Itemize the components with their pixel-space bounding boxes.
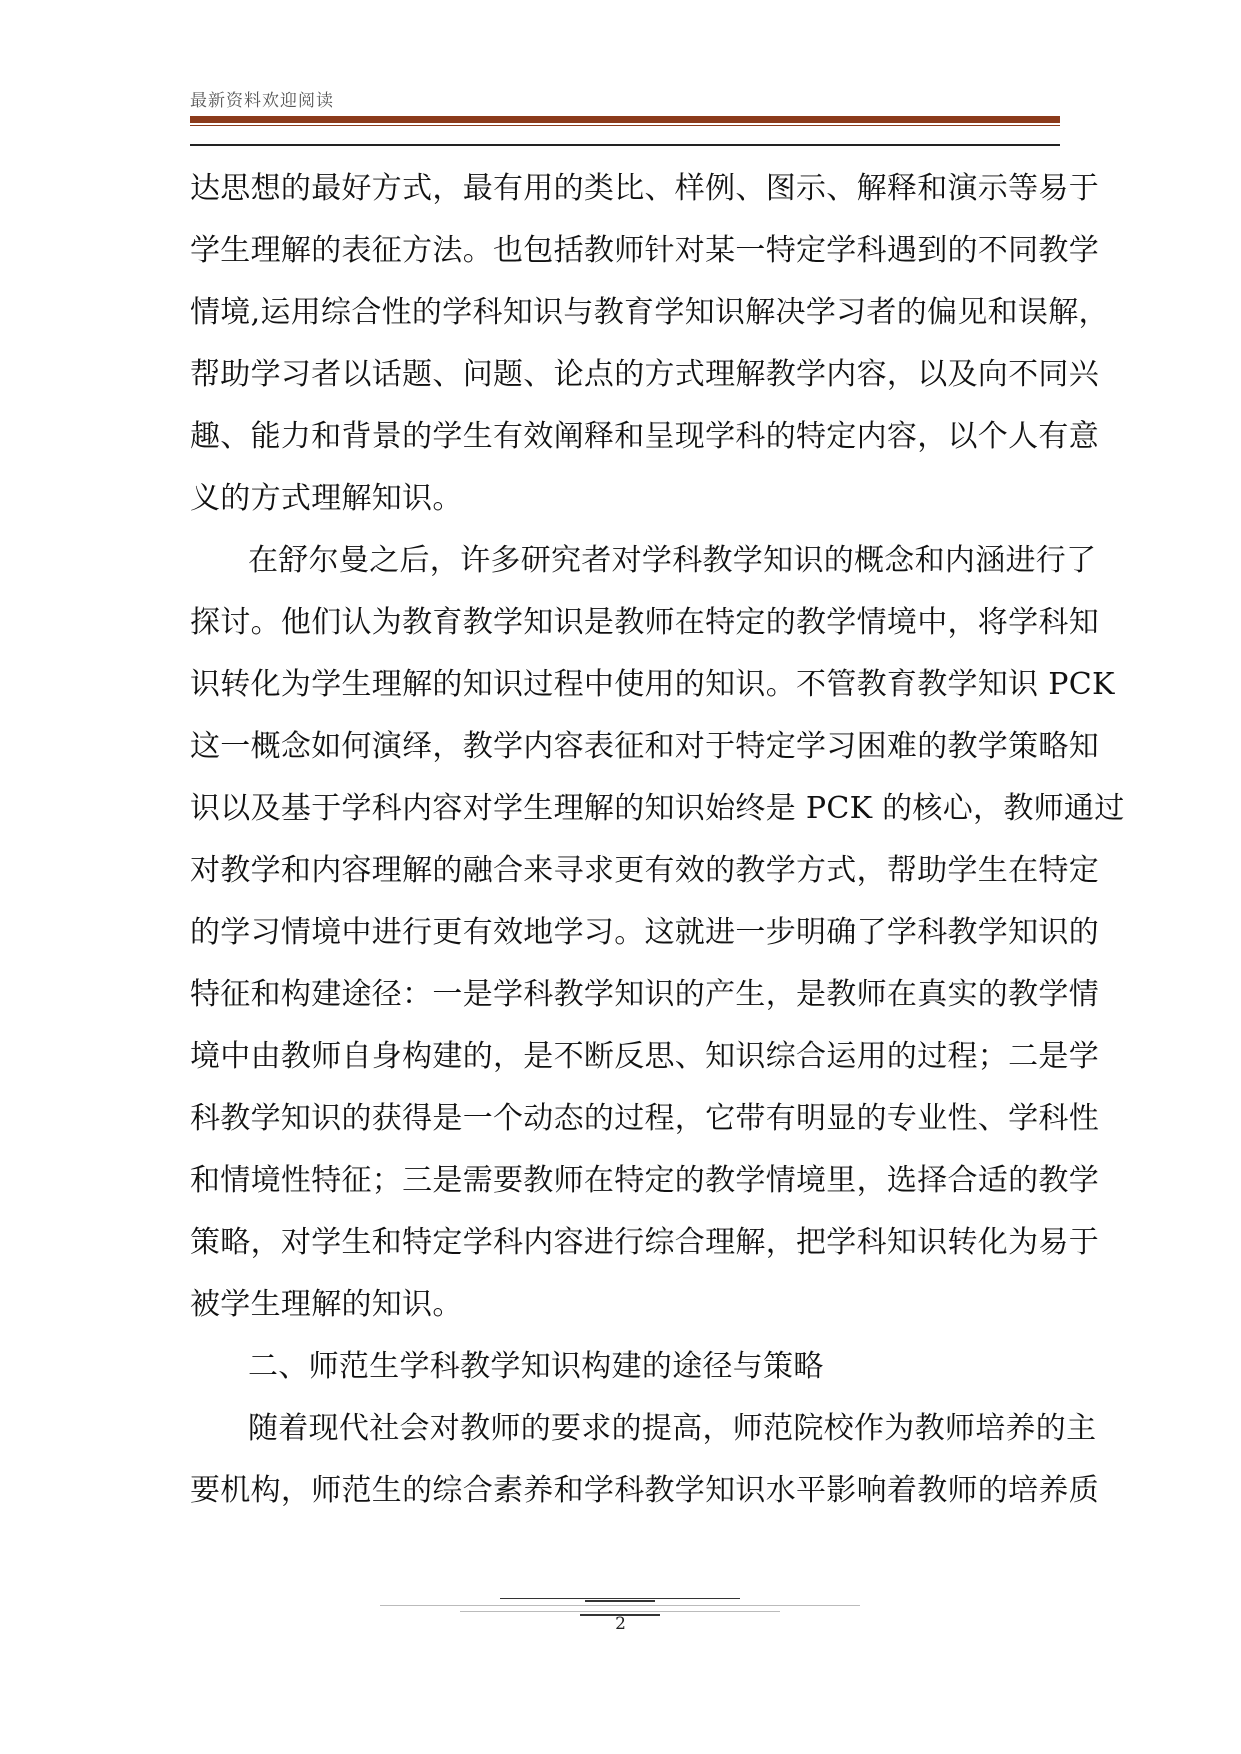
section-heading: 二、师范生学科教学知识构建的途径与策略 [248,1349,824,1384]
text-line: 要机构，师范生的综合素养和学科教学知识水平影响着教师的培养质 [190,1473,1099,1508]
page-number: 2 [615,1614,626,1634]
text-line: 被学生理解的知识。 [190,1287,463,1322]
footer-rule [585,1600,655,1602]
text-line: 对教学和内容理解的融合来寻求更有效的教学方式，帮助学生在特定 [190,853,1099,888]
header-rule-thin [190,125,1060,126]
text-line: 趣、能力和背景的学生有效阐释和呈现学科的特定内容，以个人有意 [190,419,1099,454]
text-line: 帮助学习者以话题、问题、论点的方式理解教学内容，以及向不同兴 [190,357,1099,392]
text-line: 学生理解的表征方法。也包括教师针对某一特定学科遇到的不同教学 [190,233,1099,268]
running-header: 最新资料欢迎阅读 [190,91,334,111]
text-line: 这一概念如何演绎，教学内容表征和对于特定学习困难的教学策略知 [190,729,1099,764]
text-line: 科教学知识的获得是一个动态的过程，它带有明显的专业性、学科性 [190,1101,1099,1136]
paragraph-first-line: 在舒尔曼之后，许多研究者对学科教学知识的概念和内涵进行了 [248,543,1097,578]
text-line: 策略，对学生和特定学科内容进行综合理解，把学科知识转化为易于 [190,1225,1099,1260]
footer-rule [460,1611,780,1612]
body-text [190,158,1125,1522]
paragraph-first-line: 随着现代社会对教师的要求的提高，师范院校作为教师培养的主 [248,1411,1097,1446]
footer-rule [500,1598,740,1599]
text-line: 的学习情境中进行更有效地学习。这就进一步明确了学科教学知识的 [190,915,1099,950]
text-line: 义的方式理解知识。 [190,481,463,516]
header-rule-black [190,144,1060,146]
text-line: 达思想的最好方式，最有用的类比、样例、图示、解释和演示等易于 [190,171,1099,206]
text-line: 和情境性特征；三是需要教师在特定的教学情境里，选择合适的教学 [190,1163,1099,1198]
header-rule-thick [190,116,1060,123]
text-line: 识转化为学生理解的知识过程中使用的知识。不管教育教学知识 PCK [190,667,1115,702]
text-line: 境中由教师自身构建的，是不断反思、知识综合运用的过程；二是学 [190,1039,1099,1074]
footer-rule [380,1605,860,1606]
text-line: 识以及基于学科内容对学生理解的知识始终是 PCK 的核心，教师通过 [190,791,1125,826]
text-line: 探讨。他们认为教育教学知识是教师在特定的教学情境中，将学科知 [190,605,1099,640]
text-line: 特征和构建途径：一是学科教学知识的产生，是教师在真实的教学情 [190,977,1099,1012]
text-line: 情境,运用综合性的学科知识与教育学知识解决学习者的偏见和误解， [190,295,1109,330]
